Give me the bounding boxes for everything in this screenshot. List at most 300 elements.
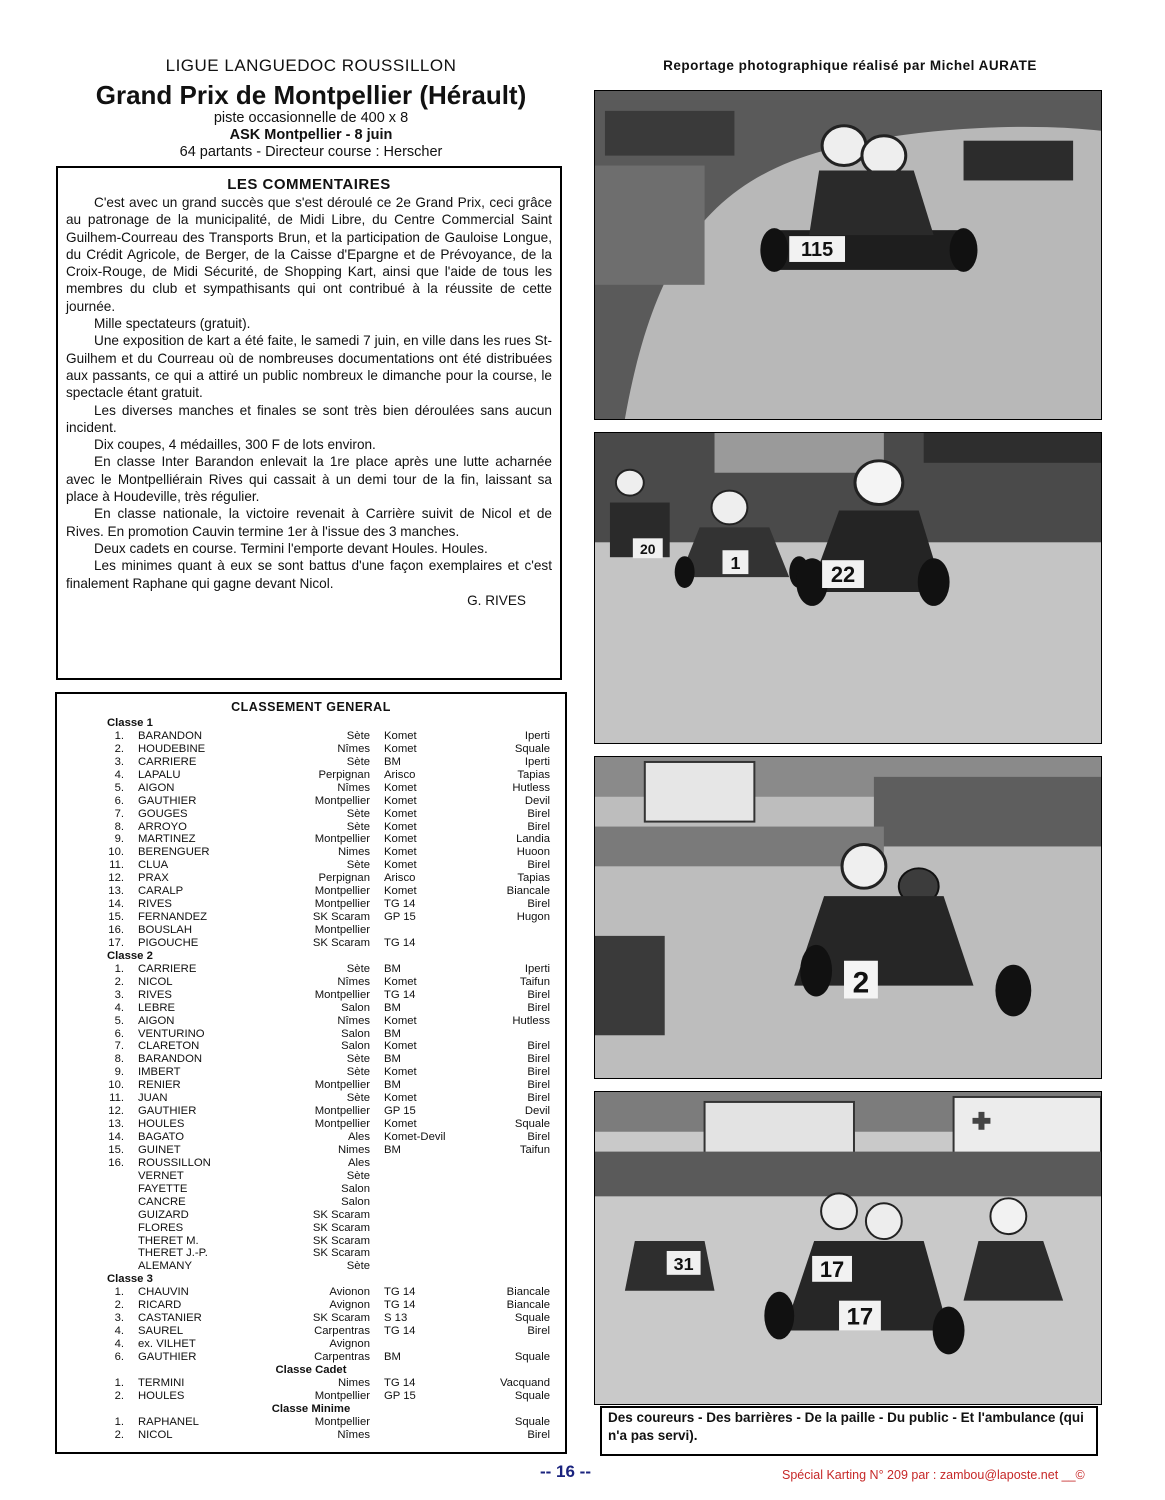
result-driver: BAGATO [138, 1131, 185, 1143]
result-driver: SAUREL [138, 1325, 184, 1338]
result-rank: 7. [114, 1040, 124, 1053]
svg-text:31: 31 [673, 1253, 694, 1274]
result-row [57, 1170, 565, 1183]
result-driver: NICOL [138, 975, 173, 988]
result-chassis: Birel [527, 859, 550, 872]
result-row [57, 730, 565, 743]
result-rank: 2. [114, 975, 124, 988]
result-driver: BERENGUER [138, 846, 210, 859]
kart-number: 115 [801, 239, 834, 261]
result-driver: VERNET [138, 1169, 184, 1182]
result-rank: 16. [108, 1156, 124, 1169]
result-chassis: Taifun [519, 1143, 550, 1156]
class-label: Classe 2 [107, 949, 153, 962]
footer-credit: Spécial Karting N° 209 par : zambou@laposte.net __© [782, 1468, 1085, 1482]
result-row [57, 1144, 565, 1157]
subtitle-organizer: ASK Montpellier - 8 juin [229, 127, 393, 143]
result-row [57, 885, 565, 898]
result-row [57, 1053, 565, 1066]
result-club: Nîmes [337, 742, 370, 755]
result-row [57, 1222, 565, 1235]
result-chassis: Birel [527, 1428, 550, 1441]
result-rank: 4. [114, 1338, 124, 1350]
result-row [57, 1325, 565, 1338]
result-rank: 16. [108, 924, 124, 936]
result-driver: THERET J.-P. [138, 1247, 208, 1260]
result-chassis: Biancale [506, 885, 550, 898]
result-club: Montpellier [314, 1105, 370, 1118]
article-title: Grand Prix de Montpellier (Hérault) [95, 80, 527, 110]
result-rank: 4. [114, 1325, 124, 1338]
result-driver: CARRIERE [138, 755, 197, 768]
result-driver: VENTURINO [138, 1027, 205, 1040]
subtitle-entrants: 64 partants - Directeur course : Herscher [179, 144, 443, 160]
result-row [57, 1235, 565, 1248]
result-engine: TG 14 [384, 1286, 416, 1299]
result-club: Perpignan [318, 768, 370, 781]
result-row [57, 1183, 565, 1196]
result-engine: Komet [384, 781, 417, 794]
kart-31 [625, 1241, 715, 1291]
result-club: Salon [341, 1195, 370, 1208]
result-rank: 6. [114, 1350, 124, 1363]
result-driver: LAPALU [138, 768, 181, 781]
result-club: Avionon [329, 1286, 370, 1299]
result-row [57, 872, 565, 885]
result-rank: 6. [114, 794, 124, 807]
result-club: Montpellier [314, 1079, 370, 1092]
result-row [57, 1312, 565, 1325]
result-rank: 10. [108, 1079, 124, 1092]
result-club: Montpellier [314, 1389, 370, 1402]
result-club: SK Scaram [312, 1234, 370, 1247]
result-row [57, 833, 565, 846]
result-chassis: Biancale [506, 1286, 550, 1299]
result-rank: 1. [114, 1415, 124, 1428]
result-engine: TG 14 [384, 1325, 416, 1338]
result-engine: GP 15 [384, 911, 416, 924]
result-rank: 7. [114, 807, 124, 820]
result-rank: 1. [114, 729, 124, 742]
comment-paragraph: Dix coupes, 4 médailles, 300 F de lots environ. [94, 437, 376, 453]
result-club: Nîmes [337, 781, 370, 794]
result-rank: 2. [114, 1299, 124, 1312]
result-club: Sète [346, 1169, 370, 1182]
result-driver: RAPHANEL [138, 1415, 199, 1428]
comment-paragraph: Les minimes quant à eux se sont battus d'une façon exemplaires et c'est finalement Raphane qui gagne devant Nicol. [66, 558, 552, 591]
result-chassis: Birel [527, 988, 550, 1001]
result-chassis: Birel [527, 1066, 550, 1079]
result-driver: BARANDON [138, 1053, 203, 1066]
result-rank: 3. [114, 1312, 124, 1325]
result-row [57, 859, 565, 872]
result-club: Sète [346, 820, 370, 833]
result-row [57, 1105, 565, 1118]
result-row [57, 1028, 565, 1041]
result-chassis: Squale [514, 1389, 550, 1402]
comment-paragraph: En classe nationale, la victoire revenait à Carrière suivit de Nicol et de Rives. En promotion Cauvin termine 1er à l'issue des 3 manches. [66, 506, 552, 539]
result-driver: ALEMANY [138, 1260, 192, 1273]
result-row [57, 1299, 565, 1312]
subtitle-track: piste occasionnelle de 400 x 8 [213, 110, 409, 126]
result-driver: LEBRE [138, 1001, 176, 1014]
result-engine: Komet [384, 833, 417, 846]
result-chassis: Tapias [517, 768, 550, 781]
result-driver: AIGON [138, 1014, 175, 1027]
result-chassis: Squale [514, 1350, 550, 1363]
result-club: Sète [346, 807, 370, 820]
result-club: Montpellier [314, 1118, 370, 1131]
result-engine: GP 15 [384, 1105, 416, 1118]
result-club: Montpellier [314, 924, 370, 936]
result-club: Montpellier [314, 833, 370, 846]
result-driver: RENIER [138, 1079, 181, 1092]
photo-credit: Reportage photographique réalisé par Michel AURATE [663, 58, 1037, 73]
comment-paragraph: C'est avec un grand succès que s'est déroulé ce 2e Grand Prix, ceci grâce au patronage de la municipalité, de Midi Libre, du Centre Commercial Saint Guilhem-Courreau des Transports Brun, et la participation de Gauloise Longue, du Crédit Agricole, de Berger, de la Caisse d'Epargne et de Prévoyance, de la Croix-Rouge, de Midi Sécurité, de Shopping Kart, ainsi que l'aide de tous les membres du club et sympathisants qui ont contribué à la réussite de cette journée. [66, 195, 552, 314]
result-row [57, 1040, 565, 1053]
result-row [57, 1079, 565, 1092]
result-club: Sète [346, 1066, 370, 1079]
result-row [57, 1286, 565, 1299]
result-engine: Komet [384, 820, 417, 833]
result-rank: 1. [114, 1286, 124, 1299]
result-engine: BM [384, 755, 401, 768]
result-chassis: Iperti [524, 755, 550, 768]
result-driver: CLUA [138, 859, 169, 872]
result-row [57, 808, 565, 821]
comments-signature: G. RIVES [467, 592, 526, 608]
result-row [57, 1247, 565, 1260]
result-rank: 2. [114, 1428, 124, 1441]
result-engine: Komet [384, 885, 417, 898]
result-engine: Komet [384, 859, 417, 872]
result-driver: TERMINI [138, 1376, 185, 1389]
result-driver: JUAN [138, 1092, 168, 1105]
result-club: Nimes [337, 1376, 370, 1389]
page-number: -- 16 -- [540, 1462, 591, 1481]
result-chassis: Iperti [524, 729, 550, 742]
result-chassis: Devil [524, 794, 550, 807]
result-row [57, 1002, 565, 1015]
result-engine: Komet [384, 807, 417, 820]
result-engine: Komet [384, 975, 417, 988]
result-club: Avignon [329, 1299, 370, 1312]
result-driver: FERNANDEZ [138, 911, 208, 924]
result-engine: Arisco [384, 768, 416, 781]
class-label: Classe Minime [271, 1402, 351, 1415]
photo-karts-20-1-22 [594, 432, 1102, 744]
result-club: Sète [346, 859, 370, 872]
result-driver: GAUTHIER [138, 1105, 197, 1118]
result-row [57, 963, 565, 976]
class-label: Classe 3 [107, 1273, 153, 1286]
results-table [57, 717, 565, 1442]
result-driver: BOUSLAH [138, 924, 192, 936]
result-chassis: Squale [514, 742, 550, 755]
result-chassis: Tapias [517, 872, 550, 885]
result-row [57, 976, 565, 989]
comment-paragraph: Mille spectateurs (gratuit). [94, 316, 251, 332]
photo-karts-31-17 [594, 1091, 1102, 1405]
result-club: Ales [348, 1156, 370, 1169]
result-club: Salon [341, 1027, 370, 1040]
result-engine: BM [384, 1001, 401, 1014]
result-row [57, 821, 565, 834]
result-engine: BM [384, 1143, 401, 1156]
result-engine: S 13 [384, 1312, 408, 1325]
result-engine: BM [384, 962, 401, 975]
result-rank: 14. [108, 1131, 124, 1143]
result-row [57, 1377, 565, 1390]
result-club: Nîmes [337, 1014, 370, 1027]
comment-paragraph: Une exposition de kart a été faite, le samedi 7 juin, en ville dans les rues St-Guilhem et du Courreau où de nombreuses documentations ont été distribuées aux passants, ce qui a attiré un public nombreux le dimanche pour la course, le spectacle étant gratuit. [66, 333, 552, 401]
result-engine: Komet-Devil [384, 1131, 446, 1143]
result-driver: FAYETTE [138, 1182, 188, 1195]
result-driver: CHAUVIN [138, 1286, 189, 1299]
svg-text:17: 17 [819, 1256, 845, 1282]
result-chassis: Squale [514, 1118, 550, 1131]
class-label: Classe 1 [107, 717, 153, 729]
result-rank: 9. [114, 833, 124, 846]
result-club: Salon [341, 1001, 370, 1014]
result-row [57, 1338, 565, 1351]
result-engine: TG 14 [384, 898, 416, 911]
result-club: Ales [348, 1131, 370, 1143]
result-engine: GP 15 [384, 1389, 416, 1402]
result-club: Montpellier [314, 988, 370, 1001]
result-rank: 5. [114, 781, 124, 794]
result-club: SK Scaram [312, 911, 370, 924]
result-chassis: Landia [516, 833, 550, 846]
result-rank: 8. [114, 1053, 124, 1066]
result-club: SK Scaram [312, 936, 370, 949]
result-driver: GUIZARD [138, 1208, 189, 1221]
result-engine: BM [384, 1350, 401, 1363]
comment-paragraph: En classe Inter Barandon enlevait la 1re place après une lutte acharnée avec le Montpelliérain Rives qui cassait à un demi tour de la fin, laissant sa place à Houdeville, très régulier. [66, 454, 552, 505]
result-club: Nîmes [337, 975, 370, 988]
result-row [57, 924, 565, 937]
result-engine: TG 14 [384, 936, 416, 949]
result-row [57, 1390, 565, 1403]
result-driver: CARALP [138, 885, 184, 898]
result-row [57, 1118, 565, 1131]
result-engine: Komet [384, 1066, 417, 1079]
result-chassis: Birel [527, 1053, 550, 1066]
result-chassis: Taifun [519, 975, 550, 988]
result-club: Montpellier [314, 794, 370, 807]
result-chassis: Birel [527, 1092, 550, 1105]
result-row [57, 1260, 565, 1273]
result-chassis: Devil [524, 1105, 550, 1118]
result-club: Montpellier [314, 898, 370, 911]
result-driver: RIVES [138, 898, 172, 911]
result-rank: 11. [109, 859, 124, 872]
result-rank: 11. [109, 1092, 124, 1105]
result-row [57, 1092, 565, 1105]
result-engine: Komet [384, 742, 417, 755]
result-driver: RICARD [138, 1299, 182, 1312]
result-rank: 14. [108, 898, 124, 911]
result-driver: PIGOUCHE [138, 936, 199, 949]
comments-body [66, 194, 552, 592]
svg-text:2: 2 [852, 966, 870, 1000]
result-rank: 13. [108, 885, 124, 898]
result-rank: 3. [114, 988, 124, 1001]
result-engine: BM [384, 1053, 401, 1066]
result-driver: HOULES [138, 1118, 185, 1131]
result-driver: GUINET [138, 1143, 181, 1156]
result-rank: 2. [114, 742, 124, 755]
results-box [55, 692, 567, 1454]
result-engine: Komet [384, 1118, 417, 1131]
svg-text:20: 20 [640, 541, 656, 558]
comments-box [56, 166, 562, 680]
result-club: Nimes [337, 846, 370, 859]
result-row [57, 989, 565, 1002]
result-engine: Arisco [384, 872, 416, 885]
result-engine: Komet [384, 1092, 417, 1105]
result-rank: 12. [108, 1105, 124, 1118]
result-engine: Komet [384, 1014, 417, 1027]
result-club: Salon [341, 1040, 370, 1053]
result-row [57, 846, 565, 859]
result-chassis: Birel [527, 898, 550, 911]
result-rank: 4. [114, 768, 124, 781]
result-club: Sète [346, 962, 370, 975]
result-club: SK Scaram [312, 1247, 370, 1260]
result-driver: ex. VILHET [138, 1338, 196, 1350]
result-driver: ROUSSILLON [138, 1156, 211, 1169]
result-engine: BM [384, 1079, 401, 1092]
result-club: Nîmes [337, 1428, 370, 1441]
result-chassis: Birel [527, 1079, 550, 1092]
comment-paragraph: Deux cadets en course. Termini l'emporte devant Houles. Houles. [94, 540, 488, 556]
result-chassis: Hugon [516, 911, 550, 924]
result-rank: 12. [108, 872, 124, 885]
svg-text:22: 22 [830, 562, 856, 588]
result-engine: TG 14 [384, 1376, 416, 1389]
result-driver: MARTINEZ [138, 833, 196, 846]
result-driver: GAUTHIER [138, 1350, 197, 1363]
result-row [57, 795, 565, 808]
result-engine: TG 14 [384, 988, 416, 1001]
result-row [57, 1131, 565, 1144]
result-driver: HOULES [138, 1389, 185, 1402]
svg-text:17: 17 [846, 1303, 874, 1331]
result-club: Montpellier [314, 885, 370, 898]
result-chassis: Birel [527, 820, 550, 833]
result-chassis: Birel [527, 1325, 550, 1338]
result-rank: 3. [114, 755, 124, 768]
result-chassis: Squale [514, 1415, 550, 1428]
result-chassis: Birel [527, 1040, 550, 1053]
result-driver: FLORES [138, 1221, 184, 1234]
result-row [57, 898, 565, 911]
result-chassis: Hutless [512, 1014, 550, 1027]
svg-text:1: 1 [730, 553, 741, 574]
comment-paragraph: Les diverses manches et finales se sont très bien déroulées sans aucun incident. [66, 402, 552, 435]
result-rank: 4. [114, 1001, 124, 1014]
result-driver: GOUGES [138, 807, 188, 820]
result-rank: 1. [114, 962, 124, 975]
result-driver: AIGON [138, 781, 175, 794]
result-rank: 1. [114, 1376, 124, 1389]
result-driver: RIVES [138, 988, 172, 1001]
result-rank: 9. [114, 1066, 124, 1079]
result-rank: 17. [108, 936, 124, 949]
result-row [57, 1196, 565, 1209]
result-engine: BM [384, 1027, 401, 1040]
result-club: Sète [346, 1260, 370, 1273]
result-driver: BARANDON [138, 729, 203, 742]
result-chassis: Squale [514, 1312, 550, 1325]
result-rank: 15. [108, 911, 124, 924]
result-rank: 15. [108, 1143, 124, 1156]
result-row [57, 1416, 565, 1429]
result-row [57, 756, 565, 769]
result-chassis: Birel [527, 1001, 550, 1014]
result-chassis: Birel [527, 807, 550, 820]
result-engine: Komet [384, 1040, 417, 1053]
photo-caption: Des coureurs - Des barrières - De la paille - Du public - Et l'ambulance (qui n'a pas servi). [600, 1406, 1098, 1456]
result-club: Nimes [337, 1143, 370, 1156]
photo-kart-2 [594, 756, 1102, 1079]
result-row [57, 743, 565, 756]
result-driver: THERET M. [138, 1234, 199, 1247]
result-row [57, 1015, 565, 1028]
result-driver: HOUDEBINE [138, 742, 206, 755]
photo-kart-115 [594, 90, 1102, 420]
result-club: Sète [346, 729, 370, 742]
result-driver: ARROYO [138, 820, 187, 833]
result-chassis: Iperti [524, 962, 550, 975]
result-chassis: Vacquand [499, 1376, 550, 1389]
result-club: Avignon [329, 1338, 370, 1350]
result-driver: NICOL [138, 1428, 173, 1441]
result-row [57, 769, 565, 782]
result-driver: IMBERT [138, 1066, 181, 1079]
result-row [57, 1066, 565, 1079]
result-rank: 5. [114, 1014, 124, 1027]
result-driver: CLARETON [138, 1040, 200, 1053]
result-chassis: Hutless [512, 781, 550, 794]
result-row [57, 782, 565, 795]
result-engine: Komet [384, 794, 417, 807]
league-name: LIGUE LANGUEDOC ROUSSILLON [165, 56, 457, 75]
results-heading: CLASSEMENT GENERAL [231, 700, 391, 714]
result-driver: CANCRE [138, 1195, 186, 1208]
result-row [57, 937, 565, 950]
result-driver: PRAX [138, 872, 169, 885]
result-club: SK Scaram [312, 1221, 370, 1234]
result-chassis: Biancale [506, 1299, 550, 1312]
result-rank: 13. [108, 1118, 124, 1131]
result-club: Carpentras [314, 1350, 370, 1363]
result-row [57, 1157, 565, 1170]
comments-heading: LES COMMENTAIRES [227, 176, 391, 193]
result-driver: GAUTHIER [138, 794, 197, 807]
result-rank: 8. [114, 820, 124, 833]
result-row [57, 1351, 565, 1364]
result-club: Perpignan [318, 872, 370, 885]
result-rank: 2. [114, 1389, 124, 1402]
result-club: Carpentras [314, 1325, 370, 1338]
result-chassis: Birel [527, 1131, 550, 1143]
class-label: Classe Cadet [275, 1363, 347, 1376]
result-engine: Komet [384, 846, 417, 859]
result-row [57, 911, 565, 924]
result-row [57, 1429, 565, 1442]
